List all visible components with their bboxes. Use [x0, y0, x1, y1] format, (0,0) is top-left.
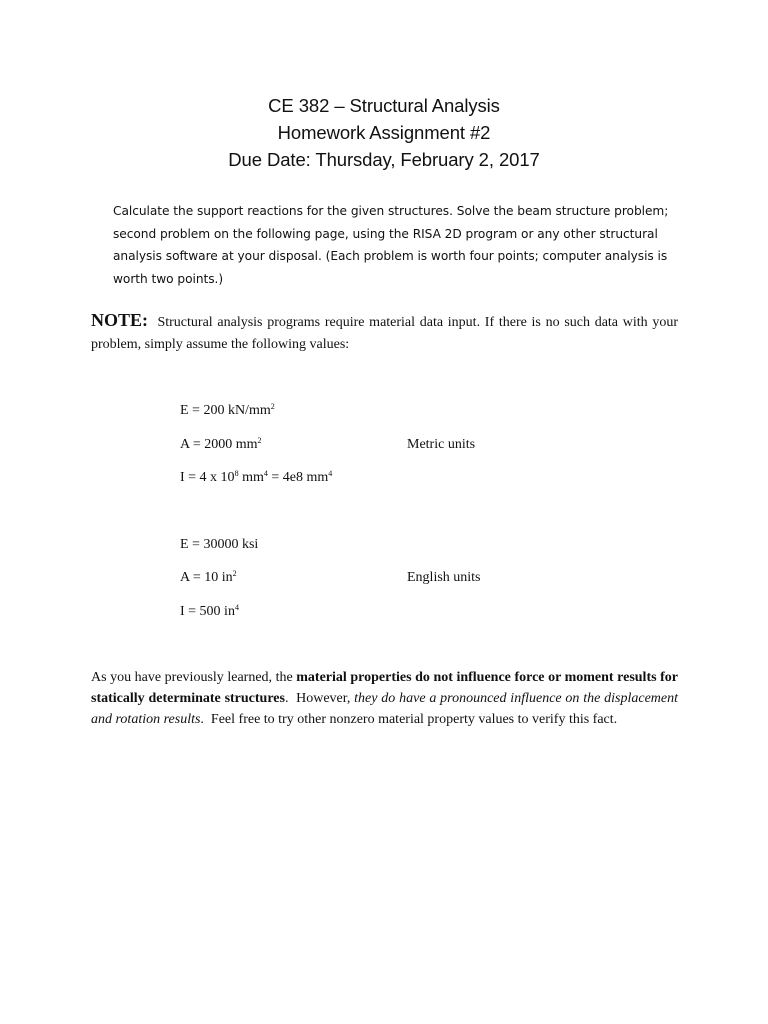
english-area-text: A = 10 in [180, 570, 233, 585]
english-inertia-exponent: 4 [234, 602, 239, 612]
metric-area-exponent: 2 [257, 435, 262, 445]
metric-inertia-text-3: = 4e8 mm [267, 470, 329, 485]
closing-text-3: . Feel free to try other nonzero material property values to verify this fact. [200, 712, 618, 727]
note-paragraph [91, 309, 678, 356]
closing-text-1: As you have previously learned, the [91, 670, 297, 685]
closing-paragraph [91, 667, 678, 730]
closing-italic-text: they do have a pronounced influence on the displacement and rotation results [91, 691, 679, 727]
metric-inertia-text-2: mm [238, 470, 264, 485]
metric-modulus-text: E = 200 kN/mm [180, 403, 271, 418]
due-date: Due Date: Thursday, February 2, 2017 [228, 149, 540, 170]
metric-area [180, 436, 262, 454]
note-label: NOTE: [91, 310, 149, 330]
metric-area-text: A = 2000 mm [180, 437, 258, 452]
document-title-block [0, 92, 768, 173]
english-modulus: E = 30000 ksi [180, 537, 259, 552]
metric-inertia [180, 469, 332, 487]
english-area-exponent: 2 [232, 568, 237, 578]
instructions-paragraph: Calculate the support reactions for the given structures. Solve the beam structure problem; second problem on the following page, using the RISA 2D program or any other structural analysis software at your disposal. (Each problem is worth four points; computer analysis is worth two points.) [113, 204, 669, 286]
note-text: Structural analysis programs require material data input. If there is no such data with your problem, simply assume the following values: [91, 315, 679, 352]
metric-inertia-exponent-2: 4 [263, 468, 268, 478]
english-inertia [180, 603, 239, 621]
english-area [180, 569, 237, 587]
metric-units-label: Metric units [407, 437, 476, 452]
metric-inertia-exponent-1: 8 [234, 468, 239, 478]
metric-inertia-text-1: I = 4 x 10 [180, 470, 235, 485]
metric-modulus-exponent: 2 [270, 401, 275, 411]
metric-inertia-exponent-3: 4 [328, 468, 333, 478]
english-inertia-text: I = 500 in [180, 604, 235, 619]
assignment-title: Homework Assignment #2 [277, 122, 491, 143]
closing-bold-text: material properties do not influence force or moment results for statically determinate structures [91, 670, 678, 706]
english-units-label: English units [407, 570, 481, 585]
closing-text-2: . However, [284, 691, 355, 706]
metric-modulus [180, 402, 275, 420]
course-title: CE 382 – Structural Analysis [268, 95, 500, 116]
